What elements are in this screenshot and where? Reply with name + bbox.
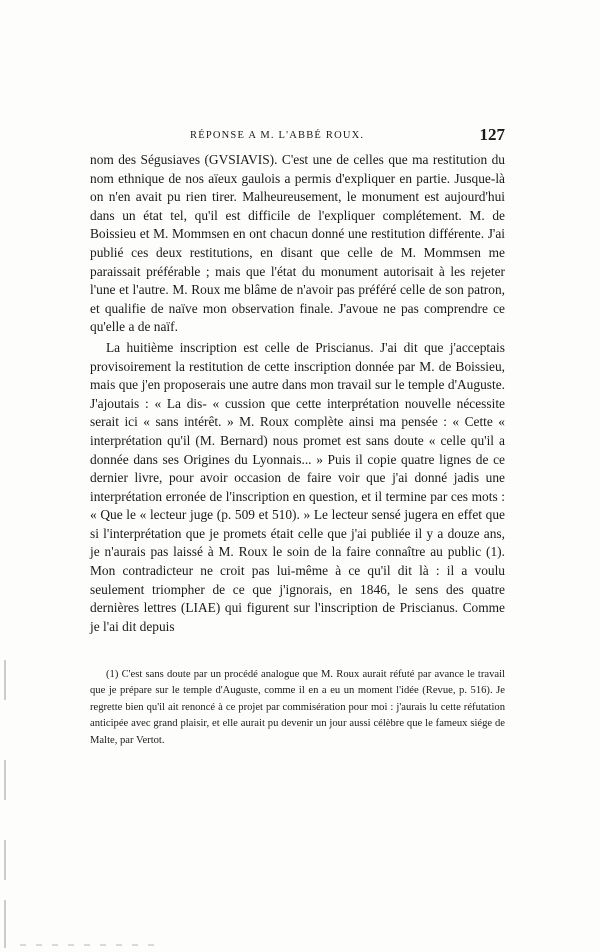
running-title: RÉPONSE A M. L'ABBÉ ROUX. (190, 130, 365, 141)
page-number: 127 (479, 125, 505, 144)
paragraph-priscianus: La huitième inscription est celle de Priscianus. J'ai dit que j'acceptais provisoirement la restitution de cette inscription donnée par M. de Boissieu, mais que j'en proposerais une autre dans mon travail sur le temple d'Auguste. J'ajoutais : « La dis- « cussion que cette interprétation nouvelle nécessite serait ici « sans intérêt. » M. Roux complète ainsi ma pensée : « Cette « interprétation qu'il (M. Bernard) nous promet est sans doute « celle qu'il a donnée dans ses Origines du Lyonnais... » Puis il copie quatre lignes de ce dernier livre, pour avoir occasion de faire voir que j'ai donné jadis une interprétation erronée de l'inscription en question, et il termine par ces mots : « Que le « lecteur juge (p. 509 et 510). » Le lecteur sensé jugera en effet que si l'interprétation que je promets était celle que j'ai publiée il y a douze ans, je n'aurais pas laissé à M. Roux le soin de la faire connaître au public (1). Mon contradicteur ne croit pas lui-même à ce qu'il dit là : il a voulu seulement triompher de ce que j'ignorais, en 1846, le sens des quatre dernières lettres (LIAE) qui figurent sur l'inscription de Priscianus. Comme je l'ai dit depuis (90, 339, 505, 634)
paragraph-continuation: nom des Ségusiaves (GVSIAVIS). C'est une de celles que ma restitution du nom ethnique de nos aïeux gaulois a permis d'expliquer en partie. Jusque-là on n'en avait pu rien tirer. Malheureusement, le monument est aujourd'hui dans un état tel, qu'il est difficile de l'expliquer complétement. M. de Boissieu et M. Mommsen en ont chacun donné une restitution différente. J'ai publié ces deux restitutions, en disant que celle de M. Mommsen me paraissait préférable ; mais que l'état du monument autorisait à les rejeter l'une et l'autre. M. Roux me blâme de n'avoir pas préféré celle de son patron, et qualifie de naïve mon observation finale. J'avoue ne pas comprendre ce qu'elle a de naïf. (90, 152, 505, 335)
footnote-text: (1) C'est sans doute par un procédé analogue que M. Roux aurait réfuté par avance le travail que je prépare sur le temple d'Auguste, comme il en a eu un moment l'idée (Revue, p. 516). Je regrette bien qu'il ait renoncé à ce projet par commisération pour moi : j'aurais lu cette réfutation anticipée avec grand plaisir, et elle aurait pu devenir un jour aussi célèbre que le fameux siége de Malte, par Vertot. (90, 669, 505, 746)
